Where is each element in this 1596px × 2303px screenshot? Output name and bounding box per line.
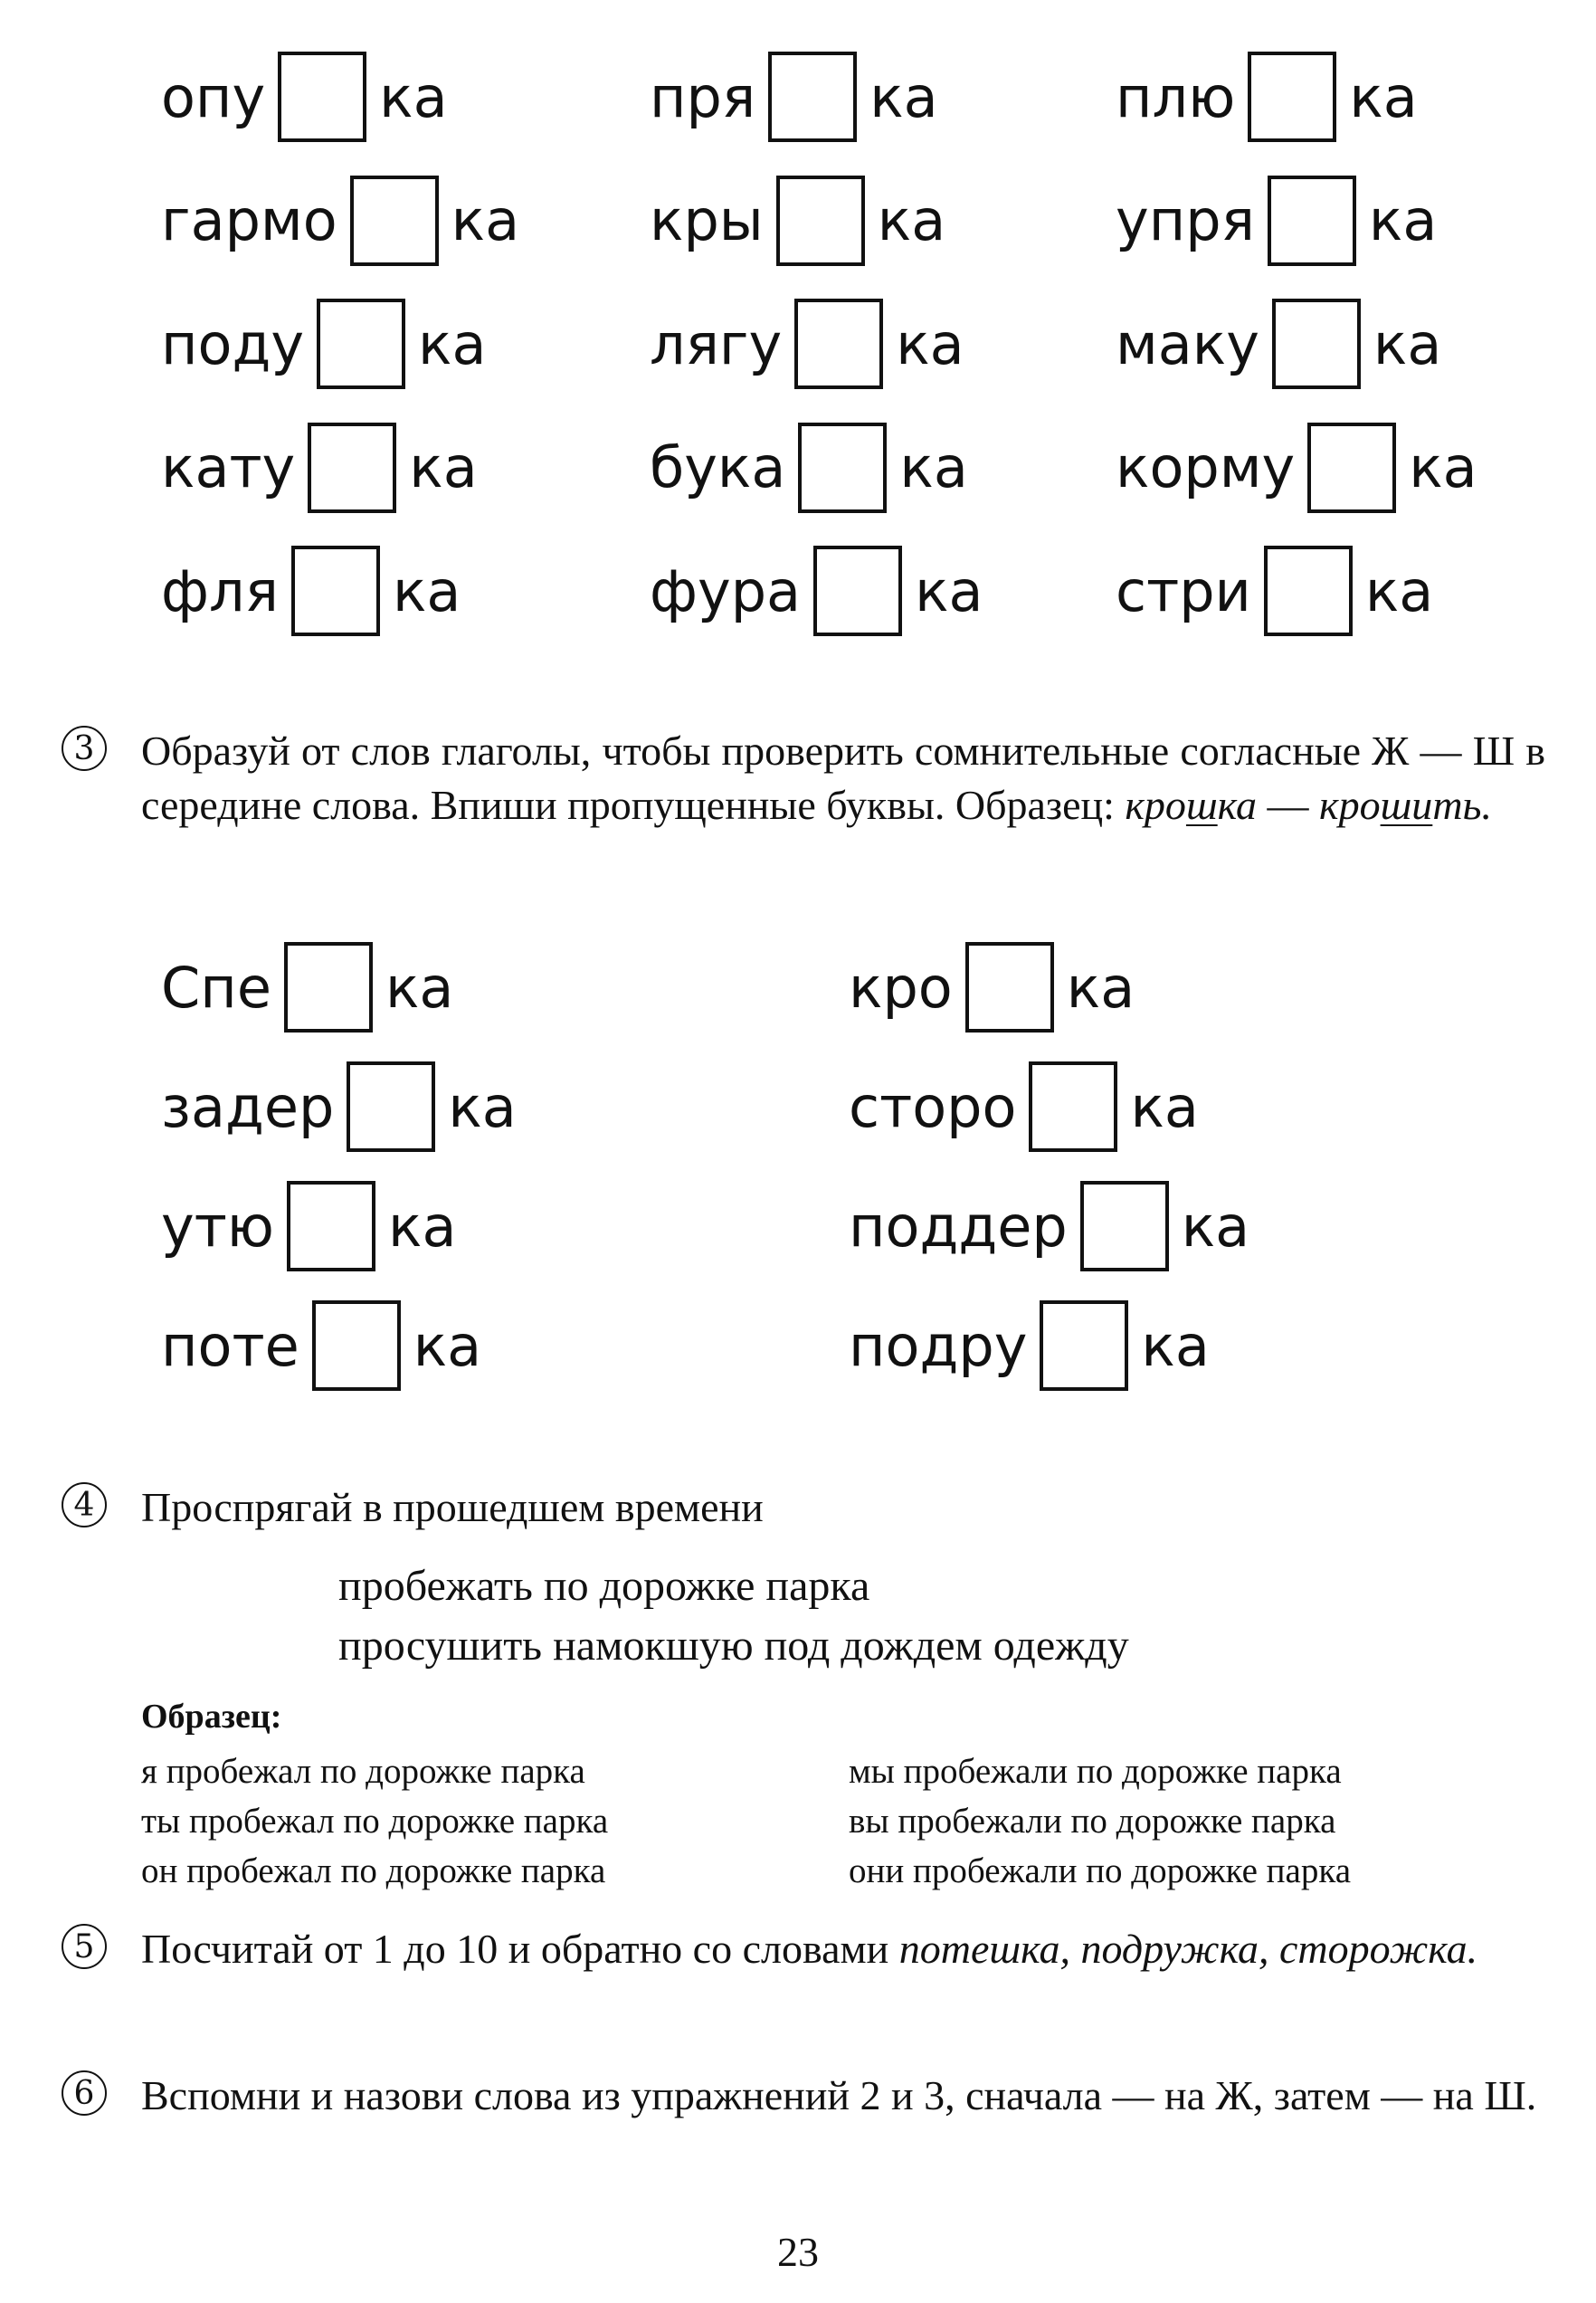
word-suffix: ка: [1130, 1073, 1199, 1140]
word-prefix: кату: [161, 434, 296, 500]
letter-box[interactable]: [350, 176, 439, 266]
letter-box[interactable]: [1264, 546, 1353, 636]
word-with-gap: [650, 418, 1116, 518]
word-suffix: ка: [418, 310, 487, 377]
word-with-gap: [161, 1296, 849, 1395]
word-prefix: сторо: [849, 1073, 1017, 1140]
word-prefix: утю: [161, 1193, 274, 1260]
letter-box[interactable]: [1307, 423, 1396, 513]
word-suffix: ка: [392, 557, 461, 624]
word-suffix: ка: [899, 434, 968, 500]
word-with-gap: [650, 294, 1116, 394]
letter-box[interactable]: [317, 299, 405, 389]
word-suffix: ка: [1368, 187, 1438, 253]
task-5-words: потешка, подружка, сторожка.: [898, 1926, 1478, 1972]
word-prefix: задер: [161, 1073, 335, 1140]
task-number-badge: 5: [62, 1924, 107, 1969]
word-suffix: ка: [1181, 1193, 1250, 1260]
page-number: 23: [777, 2229, 819, 2275]
word-with-gap: [849, 937, 1446, 1037]
sample-left-column: [141, 1746, 608, 1896]
word-suffix: ка: [385, 954, 454, 1021]
word-suffix: ка: [448, 1073, 517, 1140]
letter-box[interactable]: [347, 1061, 435, 1152]
sample-word-1: крошка: [1125, 782, 1258, 828]
word-suffix: ка: [869, 63, 938, 130]
letter-box[interactable]: [278, 52, 366, 142]
task-3: [62, 724, 1545, 833]
word-suffix: ка: [451, 187, 520, 253]
word-suffix: ка: [379, 63, 448, 130]
word-prefix: Спе: [161, 954, 271, 1021]
sample-title: Образец:: [141, 1698, 282, 1736]
task-4: [62, 1480, 1545, 1535]
task-5-text: Посчитай от 1 до 10 и обратно со словами: [141, 1926, 899, 1972]
word-with-gap: [161, 937, 849, 1037]
word-suffix: ка: [409, 434, 478, 500]
letter-box[interactable]: [965, 942, 1054, 1033]
task-4-text: Проспрягай в прошедшем времени: [141, 1484, 764, 1530]
word-with-gap: [161, 47, 650, 147]
letter-box[interactable]: [308, 423, 396, 513]
task-6: [62, 2069, 1545, 2123]
word-prefix: пря: [650, 63, 756, 130]
word-prefix: поду: [161, 310, 305, 377]
task-number-badge: 6: [62, 2070, 107, 2116]
word-with-gap: [161, 171, 650, 271]
word-with-gap: [849, 1057, 1446, 1156]
sample-line: я пробежал по дорожке парка: [141, 1752, 585, 1791]
word-suffix: ка: [413, 1312, 482, 1379]
word-with-gap: [849, 1176, 1446, 1276]
task-5-instructions: [141, 1922, 1545, 1976]
letter-box[interactable]: [287, 1181, 375, 1271]
sample-right-column: [849, 1746, 1351, 1896]
letter-box[interactable]: [1272, 299, 1361, 389]
sample-line: вы пробежали по дорожке парка: [849, 1802, 1336, 1841]
word-prefix: стри: [1116, 557, 1251, 624]
word-with-gap: [161, 1057, 849, 1156]
letter-box[interactable]: [813, 546, 902, 636]
word-prefix: гармо: [161, 187, 337, 253]
letter-box[interactable]: [1029, 1061, 1117, 1152]
word-suffix: ка: [388, 1193, 457, 1260]
word-prefix: поддер: [849, 1193, 1068, 1260]
letter-box[interactable]: [1080, 1181, 1169, 1271]
word-prefix: кро: [849, 954, 953, 1021]
word-with-gap: [1116, 418, 1554, 518]
sample-line: они пробежали по дорожке парка: [849, 1851, 1352, 1890]
letter-box[interactable]: [291, 546, 380, 636]
exercise3-word-grid: [161, 937, 1446, 1415]
word-prefix: корму: [1116, 434, 1296, 500]
word-suffix: ка: [896, 310, 964, 377]
word-suffix: ка: [1364, 557, 1434, 624]
task-number-badge: 4: [62, 1482, 107, 1527]
task-5: [62, 1922, 1545, 1976]
word-with-gap: [650, 171, 1116, 271]
letter-box[interactable]: [1248, 52, 1336, 142]
word-prefix: маку: [1116, 310, 1259, 377]
letter-box[interactable]: [768, 52, 857, 142]
word-prefix: бука: [650, 434, 786, 500]
word-with-gap: [849, 1296, 1446, 1395]
letter-box[interactable]: [776, 176, 865, 266]
letter-box[interactable]: [1040, 1300, 1128, 1391]
letter-box[interactable]: [798, 423, 887, 513]
word-suffix: ка: [877, 187, 946, 253]
sample-line: он пробежал по дорожке парка: [141, 1851, 606, 1890]
task-6-text: Вспомни и назови слова из упражнений 2 и 3, сначала — на Ж, затем — на Ш.: [141, 2072, 1537, 2118]
task-4-phrases: [338, 1556, 1129, 1676]
word-prefix: лягу: [650, 310, 783, 377]
letter-box[interactable]: [1268, 176, 1356, 266]
letter-box[interactable]: [312, 1300, 401, 1391]
word-with-gap: [650, 541, 1116, 641]
word-prefix: фура: [650, 557, 802, 624]
word-with-gap: [161, 294, 650, 394]
word-suffix: ка: [915, 557, 983, 624]
word-prefix: опу: [161, 63, 266, 130]
word-suffix: ка: [1409, 434, 1477, 500]
word-suffix: ка: [1349, 63, 1418, 130]
word-prefix: фля: [161, 557, 279, 624]
word-prefix: подру: [849, 1312, 1028, 1379]
task-number-badge: 3: [62, 726, 107, 771]
word-prefix: упря: [1116, 187, 1255, 253]
sample-line: ты пробежал по дорожке парка: [141, 1802, 609, 1841]
word-with-gap: [1116, 171, 1554, 271]
letter-box[interactable]: [284, 942, 373, 1033]
phrase: просушить намокшую под дождем одежду: [338, 1622, 1129, 1670]
word-with-gap: [1116, 47, 1554, 147]
word-suffix: ка: [1141, 1312, 1210, 1379]
sample-word-2: крошить.: [1319, 782, 1492, 828]
sample-line: мы пробежали по дорожке парка: [849, 1752, 1342, 1791]
word-suffix: ка: [1373, 310, 1442, 377]
word-with-gap: [650, 47, 1116, 147]
task-3-instructions: Образуй от слов глаголы, чтобы проверить сомнительные согласные Ж — Ш в середине слова. Впиши пропущенные буквы. Образец: крошка — крошить.: [141, 728, 1545, 828]
word-prefix: плю: [1116, 63, 1236, 130]
word-with-gap: [161, 541, 650, 641]
word-prefix: поте: [161, 1312, 299, 1379]
task-3-text: Образуй от слов глаголы, чтобы проверить сомнительные согласные Ж — Ш в середине слова. Впиши пропущенные буквы. Образец:: [141, 728, 1545, 828]
word-with-gap: [1116, 294, 1554, 394]
word-suffix: ка: [1066, 954, 1135, 1021]
letter-box[interactable]: [794, 299, 883, 389]
phrase: пробежать по дорожке парка: [338, 1562, 870, 1610]
exercise2-word-grid: [161, 47, 1554, 665]
word-with-gap: [161, 1176, 849, 1276]
word-prefix: кры: [650, 187, 764, 253]
word-with-gap: [1116, 541, 1554, 641]
word-with-gap: [161, 418, 650, 518]
